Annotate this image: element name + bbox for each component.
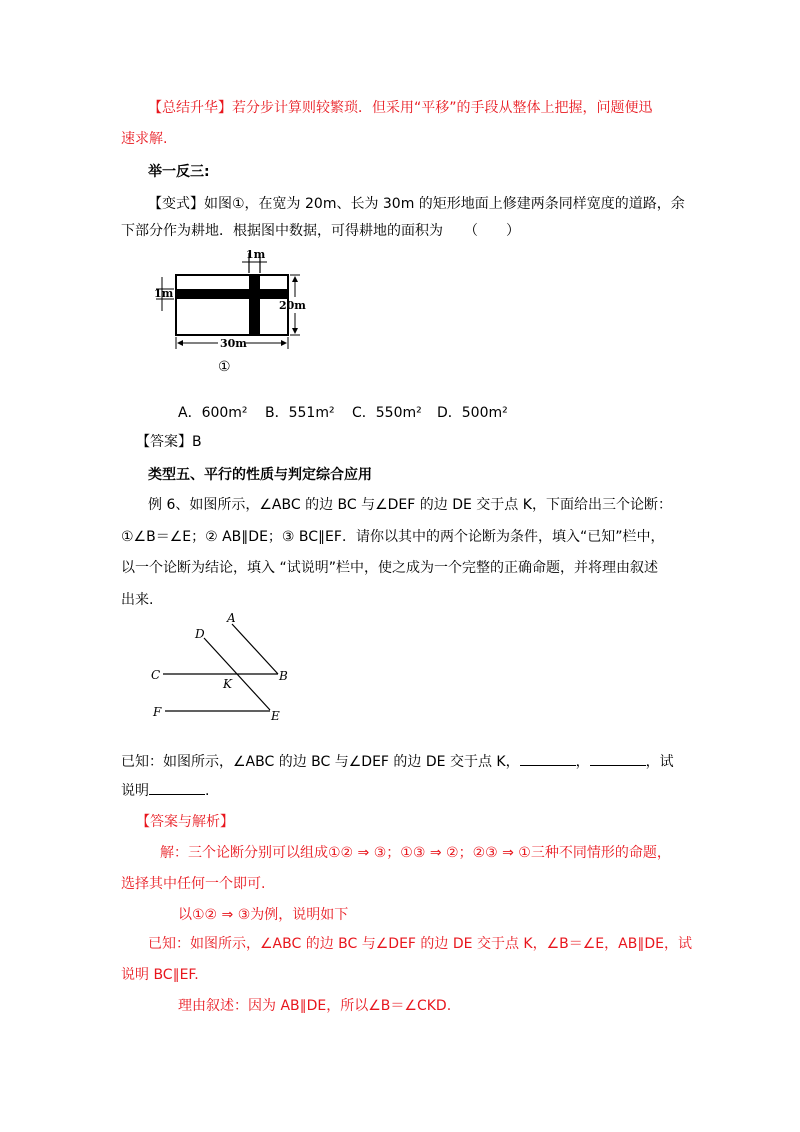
example6-line-1: 例 6、如图所示，∠ABC 的边 BC 与∠DEF 的边 DE 交于点 K，下面给出三个论断：	[148, 497, 672, 513]
example6-line-2: ①∠B＝∠E；② AB∥DE；③ BC∥EF．请你以其中的两个论断为条件，填入“已知”栏中，	[121, 529, 665, 545]
type5-heading: 类型五、平行的性质与判定综合应用	[148, 467, 372, 483]
figure-angles	[145, 610, 305, 725]
figure-field-roads	[150, 245, 310, 380]
answer-heading: 【答案与解析】	[136, 814, 234, 830]
segment-AB	[232, 624, 278, 674]
point-K: K	[223, 677, 232, 691]
solution-line-4: 已知：如图所示，∠ABC 的边 BC 与∠DEF 的边 DE 交于点 K，∠B＝∠E，AB∥DE，试	[148, 936, 692, 952]
figure-caption: ①	[218, 359, 231, 375]
point-A: A	[227, 611, 236, 625]
known-line2-prefix: 说明	[121, 783, 149, 799]
label-top-1m: 1m	[246, 248, 266, 261]
point-C: C	[151, 668, 161, 682]
solution-line-1: 解：三个论断分别可以组成①② ⇒ ③；①③ ⇒ ②；②③ ⇒ ①三种不同情形的命题，	[160, 845, 671, 861]
summary-line-2: 速求解.	[121, 131, 168, 147]
label-right-20m: 20m	[279, 299, 306, 312]
variant-line-2: 下部分作为耕地．根据图中数据，可得耕地的面积为 （ ）	[121, 223, 520, 239]
label-left-1m: 1m	[154, 287, 174, 300]
variant-line-1: 【变式】如图①，在宽为 20m、长为 30m 的矩形地面上修建两条同样宽度的道路，余	[148, 196, 685, 212]
option-c: C．550m²	[352, 405, 422, 421]
solution-line-2: 选择其中任何一个即可.	[121, 876, 266, 892]
solution-line-6: 理由叙述：因为 AB∥DE，所以∠B＝∠CKD.	[178, 998, 452, 1014]
label-bottom-30m: 30m	[220, 337, 247, 350]
blank-3[interactable]	[149, 780, 205, 795]
option-a: A．600m²	[178, 405, 248, 421]
point-F: F	[153, 705, 162, 719]
solution-line-5: 说明 BC∥EF.	[121, 967, 199, 983]
point-B: B	[279, 669, 288, 683]
answer-1: 【答案】B	[136, 434, 202, 450]
summary-line-1: 【总结升华】若分步计算则较繁琐．但采用“平移”的手段从整体上把握，问题便迅	[148, 100, 653, 116]
known-line-2	[121, 780, 209, 801]
known-prefix: 已知：如图所示，∠ABC 的边 BC 与∠DEF 的边 DE 交于点 K，	[121, 754, 520, 770]
known-line-1	[121, 751, 674, 772]
known-line2-suffix: .	[205, 783, 210, 799]
point-E: E	[271, 709, 280, 723]
practice-heading: 举一反三:	[148, 164, 210, 180]
option-b: B．551m²	[265, 405, 335, 421]
blank-1[interactable]	[520, 751, 576, 766]
blank-2[interactable]	[590, 751, 646, 766]
point-D: D	[195, 627, 205, 641]
field-rectangle	[176, 275, 288, 335]
option-d: D．500m²	[437, 405, 508, 421]
example6-line-4: 出来.	[121, 592, 154, 608]
solution-line-3: 以①② ⇒ ③为例，说明如下	[178, 907, 349, 923]
horizontal-road	[176, 289, 288, 299]
vertical-road	[249, 275, 260, 335]
known-suffix: ，试	[645, 754, 674, 770]
example6-line-3: 以一个论断为结论，填入 “试说明”栏中，使之成为一个完整的正确命题，并将理由叙述	[121, 560, 658, 576]
known-sep: ，	[575, 754, 590, 770]
